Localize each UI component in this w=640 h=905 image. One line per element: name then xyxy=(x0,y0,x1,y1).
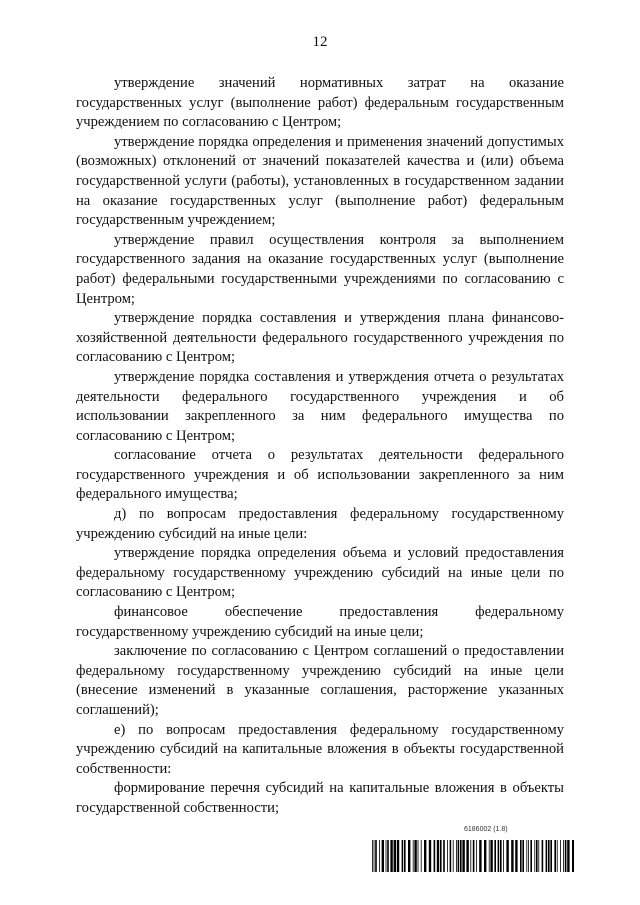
paragraph: согласование отчета о результатах деятельности федерального государственного учреждения и об использовании закрепленного за ним федерального имущества; xyxy=(76,447,564,503)
paragraph: д) по вопросам предоставления федеральному государственному учреждению субсидий на иные цели: xyxy=(76,506,564,542)
paragraph: утверждение порядка составления и утверждения отчета о результатах деятельности федерального государственного учреждения и об использовании закрепленного за ним федерального имущества по согласованию с Центром; xyxy=(76,368,564,444)
paragraph: формирование перечня субсидий на капитальные вложения в объекты государственной собственности; xyxy=(76,780,564,816)
barcode-block xyxy=(372,826,574,882)
document-body xyxy=(76,74,564,819)
paragraph: е) по вопросам предоставления федеральному государственному учреждению субсидий на капитальные вложения в объекты государственной собственности: xyxy=(76,721,564,777)
paragraph: утверждение порядка определения и применения значений допустимых (возможных) отклонений от значений показателей качества и (или) объема государственной услуги (работы), установленных в государственном задании на оказание государственных услуг (выполнение работ) федеральным государственным учреждением; xyxy=(76,133,564,229)
paragraph: утверждение порядка составления и утверждения плана финансово-хозяйственной деятельности федерального государственного учреждения по согласованию с Центром; xyxy=(76,310,564,366)
paragraph: утверждение значений нормативных затрат на оказание государственных услуг (выполнение работ) федеральным государственным учреждением по согласованию с Центром; xyxy=(76,75,564,131)
page-number: 12 xyxy=(312,34,328,50)
paragraph: утверждение порядка определения объема и условий предоставления федеральному государственному учреждению субсидий на иные цели по согласованию с Центром; xyxy=(76,545,564,601)
barcode-icon xyxy=(372,840,574,872)
paragraph: финансовое обеспечение предоставления федеральному государственному учреждению субсидий на иные цели; xyxy=(76,604,564,640)
paragraph: заключение по согласованию с Центром соглашений о предоставлении федеральному государственному учреждению субсидий на иные цели (внесение изменений в указанные соглашения, расторжение указанных соглашений); xyxy=(76,643,564,718)
barcode-caption: 6186002 (1.8) xyxy=(464,826,508,833)
paragraph: утверждение правил осуществления контроля за выполнением государственного задания на оказание государственных услуг (выполнение работ) федеральными государственными учреждениями по согласованию с Центром; xyxy=(76,231,564,307)
